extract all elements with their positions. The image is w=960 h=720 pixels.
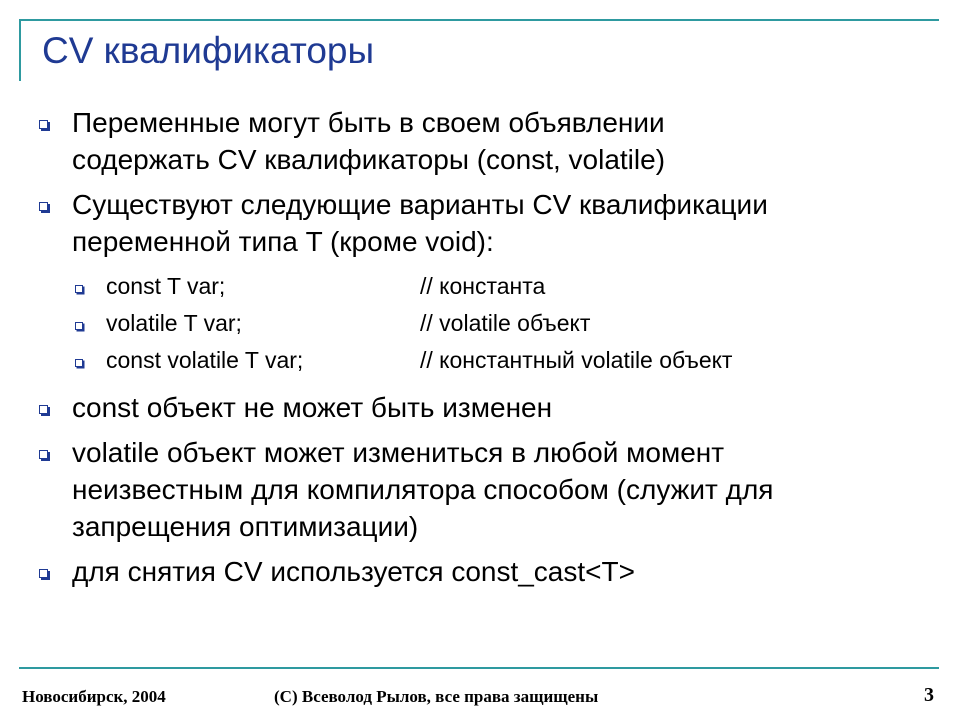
footer-divider <box>19 667 939 669</box>
footer-city-year: Новосибирск, 2004 <box>22 687 166 706</box>
bullet-item <box>38 186 918 260</box>
code-comment: // константа <box>420 273 546 299</box>
bullet-line: volatile объект может измениться в любой момент <box>72 437 725 468</box>
square-bullet-icon <box>38 104 72 141</box>
bullet-item <box>38 434 918 545</box>
bullet-item <box>38 104 918 178</box>
square-bullet-icon <box>74 305 106 342</box>
code-comment: // константный volatile объект <box>420 347 733 373</box>
square-bullet-icon <box>74 268 106 305</box>
bullet-line: неизвестным для компилятора способом (служит для <box>72 474 774 505</box>
footer-copyright: (C) Всеволод Рылов, все права защищены <box>274 687 599 706</box>
square-bullet-icon <box>38 186 72 223</box>
square-bullet-icon <box>74 342 106 379</box>
title-accent-line <box>19 19 939 21</box>
code-comment: // volatile объект <box>420 310 591 336</box>
bullet-line: переменной типа T (кроме void): <box>72 226 494 257</box>
bullet-line: содержать CV квалификаторы (const, volatile) <box>72 144 666 175</box>
bullet-item <box>38 389 918 426</box>
bullet-line: Переменные могут быть в своем объявлении <box>72 107 665 138</box>
sub-bullet-item <box>74 305 918 342</box>
code-declaration: const T var; <box>106 273 226 299</box>
code-declaration: const volatile T var; <box>106 347 304 373</box>
title-accent-vertical-line <box>19 19 21 81</box>
bullet-item <box>38 553 918 590</box>
page-number: 3 <box>924 684 934 706</box>
sub-bullet-item <box>74 268 918 305</box>
square-bullet-icon <box>38 389 72 426</box>
slide-content <box>38 104 918 598</box>
bullet-line: const объект не может быть изменен <box>72 392 553 423</box>
bullet-line: запрещения оптимизации) <box>72 511 419 542</box>
slide-title: CV квалификаторы <box>42 30 375 71</box>
bullet-line: для снятия CV используется const_cast<T> <box>72 556 635 587</box>
sub-bullet-item <box>74 342 918 379</box>
bullet-line: Существуют следующие варианты CV квалификации <box>72 189 768 220</box>
square-bullet-icon <box>38 434 72 471</box>
square-bullet-icon <box>38 553 72 590</box>
code-declaration: volatile T var; <box>106 310 242 336</box>
sub-bullet-list <box>38 268 918 379</box>
